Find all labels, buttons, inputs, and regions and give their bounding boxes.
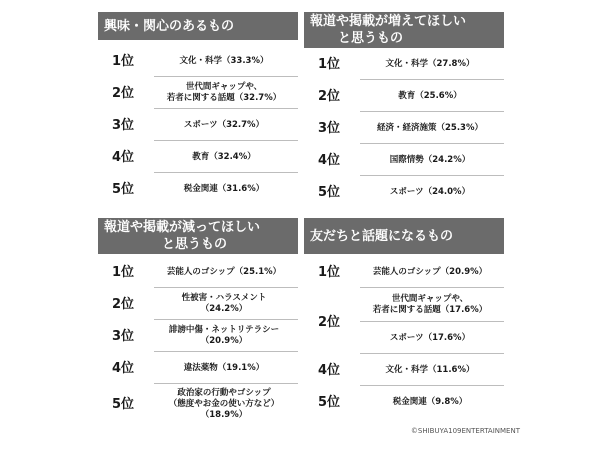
panel-title-line: と思うもの bbox=[162, 237, 228, 252]
ranking-item bbox=[154, 325, 294, 347]
ranking-item bbox=[154, 363, 294, 374]
ranking-row bbox=[304, 354, 504, 386]
ranking-row bbox=[304, 112, 504, 144]
ranking-item-text: 性被害・ハラスメント bbox=[181, 293, 267, 303]
ranking-item-text: 国際情勢（24.2%） bbox=[389, 154, 471, 165]
ranking-item-text: 芸能人のゴシップ（20.9%） bbox=[372, 266, 488, 277]
rank-label: 1位 bbox=[318, 264, 341, 280]
ranking-item-text: 税金関連（31.6%） bbox=[183, 183, 265, 194]
ranking-item-text: スポーツ（17.6%） bbox=[389, 332, 471, 343]
rank-label: 4位 bbox=[112, 360, 135, 376]
ranking-item-text: （24.2%） bbox=[200, 304, 248, 314]
rank-label: 4位 bbox=[318, 152, 341, 168]
ranking-item-text: （態度やお金の使い方など） bbox=[168, 398, 280, 409]
rank-label: 3位 bbox=[112, 328, 135, 344]
ranking-row bbox=[98, 352, 298, 384]
rank-label: 1位 bbox=[318, 56, 341, 72]
ranking-row bbox=[304, 144, 504, 176]
ranking-item bbox=[360, 333, 500, 344]
rank-label: 5位 bbox=[318, 184, 341, 200]
ranking-row bbox=[304, 256, 504, 288]
panel-title-line: 報道や掲載が減ってほしい bbox=[104, 220, 261, 235]
ranking-row bbox=[304, 80, 504, 112]
panel-want-more-coverage bbox=[304, 12, 504, 208]
rank-label: 2位 bbox=[318, 88, 341, 104]
rank-label: 2位 bbox=[318, 315, 341, 330]
ranking-item-text: 文化・科学（33.3%） bbox=[179, 55, 269, 66]
panel-title-line: 興味・関心のあるもの bbox=[104, 18, 235, 34]
ranking-item-text: 世代間ギャップや、 bbox=[185, 82, 263, 92]
ranking-row bbox=[98, 256, 298, 288]
panel-title-line: 友だちと話題になるもの bbox=[310, 228, 454, 244]
ranking-item-text: 文化・科学（11.6%） bbox=[385, 364, 475, 375]
ranking-row bbox=[98, 320, 298, 352]
ranking-item-text: 税金関連（9.8%） bbox=[392, 396, 468, 407]
ranking-item bbox=[154, 388, 294, 421]
ranking-item-text: 政治家の行動やゴシップ bbox=[177, 387, 271, 398]
ranking-item bbox=[360, 59, 500, 70]
ranking-item-text: 世代間ギャップや、 bbox=[391, 294, 469, 304]
ranking-item bbox=[360, 91, 500, 102]
copyright-credit: ©SHIBUYA109ENTERTAINMENT bbox=[410, 427, 520, 435]
ranking-item bbox=[154, 293, 294, 315]
rank-label: 3位 bbox=[112, 117, 135, 133]
rank-label: 2位 bbox=[112, 85, 135, 101]
ranking-item bbox=[360, 294, 500, 316]
ranking-row bbox=[98, 109, 298, 141]
rank-label: 5位 bbox=[112, 396, 135, 412]
ranking-row bbox=[98, 77, 298, 109]
ranking-row bbox=[304, 322, 504, 354]
panel-title bbox=[98, 12, 298, 40]
rank-label: 2位 bbox=[112, 296, 135, 312]
ranking-item-text: （18.9%） bbox=[200, 409, 248, 420]
panel-title bbox=[304, 12, 504, 48]
ranking-item-text: 若者に関する話題（32.7%） bbox=[166, 93, 282, 103]
ranking-row bbox=[304, 386, 504, 418]
ranking-item-text: 経済・経済施策（25.3%） bbox=[377, 122, 483, 133]
ranking-row bbox=[98, 173, 298, 205]
rank-label: 1位 bbox=[112, 53, 135, 69]
ranking-item bbox=[154, 267, 294, 278]
ranking-row bbox=[304, 176, 504, 208]
panel-interests bbox=[98, 12, 298, 205]
ranking-row bbox=[98, 141, 298, 173]
ranking-row bbox=[304, 288, 504, 330]
panel-title bbox=[304, 218, 504, 254]
panel-title bbox=[98, 218, 298, 254]
panel-title-line: と思うもの bbox=[338, 31, 404, 46]
ranking-item bbox=[154, 56, 294, 67]
rank-label: 5位 bbox=[318, 394, 341, 410]
rank-label: 4位 bbox=[112, 149, 135, 165]
rank-label: 5位 bbox=[112, 181, 135, 197]
ranking-item bbox=[154, 120, 294, 131]
panel-topics-with-friends bbox=[304, 218, 504, 418]
ranking-item-text: スポーツ（32.7%） bbox=[183, 119, 265, 130]
ranking-item bbox=[360, 155, 500, 166]
panel-want-less-coverage bbox=[98, 218, 298, 424]
ranking-row bbox=[98, 384, 298, 424]
ranking-item-text: 芸能人のゴシップ（25.1%） bbox=[166, 266, 282, 277]
ranking-item bbox=[360, 187, 500, 198]
ranking-item-text: 教育（25.6%） bbox=[398, 90, 462, 101]
ranking-item bbox=[360, 123, 500, 134]
ranking-item bbox=[154, 152, 294, 163]
ranking-item bbox=[154, 82, 294, 104]
ranking-item-text: 誹謗中傷・ネットリテラシー bbox=[168, 325, 280, 335]
ranking-item-text: 文化・科学（27.8%） bbox=[385, 58, 475, 69]
ranking-row bbox=[98, 288, 298, 320]
ranking-item bbox=[360, 397, 500, 408]
ranking-item bbox=[360, 365, 500, 376]
ranking-item bbox=[360, 267, 500, 278]
ranking-item-text: スポーツ（24.0%） bbox=[389, 186, 471, 197]
rank-label: 1位 bbox=[112, 264, 135, 280]
panel-title-line: 報道や掲載が増えてほしい bbox=[310, 14, 467, 29]
ranking-item bbox=[154, 184, 294, 195]
rank-label: 3位 bbox=[318, 120, 341, 136]
ranking-row bbox=[304, 48, 504, 80]
ranking-item-text: （20.9%） bbox=[200, 336, 248, 346]
rank-label: 4位 bbox=[318, 362, 341, 378]
ranking-item-text: 教育（32.4%） bbox=[192, 151, 256, 162]
ranking-item-text: 違法薬物（19.1%） bbox=[183, 362, 265, 373]
ranking-item-text: 若者に関する話題（17.6%） bbox=[372, 305, 488, 315]
ranking-row bbox=[98, 45, 298, 77]
